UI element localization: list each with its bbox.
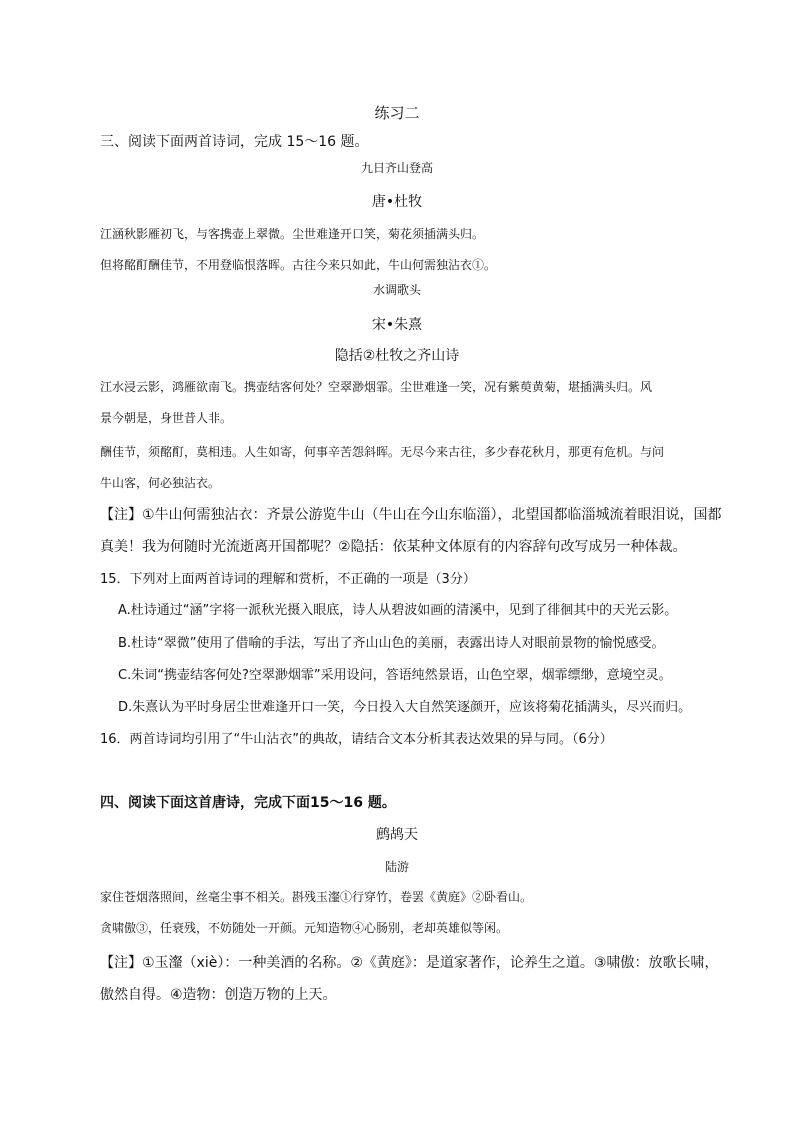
poem2-line-3: 酬佳节，须酩酊，莫相违。人生如寄，何事辛苦怨斜晖。无尽今来古往，多少春花秋月，那更有危机。与问 — [100, 445, 665, 459]
section-3-heading: 三、阅读下面两首诗词，完成 15～16 题。 — [100, 134, 369, 150]
poem2-title: 水调歌头 — [372, 283, 421, 297]
section-4-heading: 四、阅读下面这首唐诗，完成下面15～16 题。 — [100, 795, 396, 811]
page-heading: 练习二 — [374, 104, 420, 122]
section-4-note-line-1: 【注】①玉瀣（xiè）：一种美酒的名称。②《黄庭》：是道家著作，论养生之道。③啸傲：放歌长啸， — [100, 955, 719, 971]
poem2-line-2: 景今朝是，身世昔人非。 — [100, 411, 233, 425]
poem1-line-1: 江涵秋影雁初飞，与客携壶上翠微。尘世难逢开口笑，菊花须插满头归。 — [100, 227, 485, 241]
question-15-option-d: D.朱熹认为平时身居尘世难逢开口一笑，今日投入大自然笑逐颜开，应该将菊花插满头，尽兴而归。 — [118, 700, 692, 715]
poem1-title: 九日齐山登高 — [360, 161, 433, 175]
poem2-line-4: 牛山客，何必独沾衣。 — [100, 476, 221, 490]
poem2-line-1: 江水浸云影，鸿雁欲南飞。携壶结客何处？空翠渺烟霏。尘世难逢一笑，况有紫萸黄菊，堪插满头归。风 — [100, 380, 653, 394]
question-15-option-c: C.朱词“携壶结客何处?空翠渺烟霏”采用设问，答语纯然景语，山色空翠，烟霏缥缈，意境空灵。 — [118, 668, 672, 683]
section-3-note-line-1: 【注】①牛山何需独沾衣：齐景公游览牛山（牛山在今山东临淄），北望国都临淄城流着眼泪说，国都 — [100, 507, 722, 523]
question-16: 16．两首诗词均引用了“牛山沾衣”的典故，请结合文本分析其表达效果的异与同。（6分） — [100, 732, 613, 747]
question-15-option-a: A.杜诗通过“涵”字将一派秋光摄入眼底，诗人从碧波如画的清溪中，见到了徘徊其中的天光云影。 — [118, 603, 678, 618]
question-15-option-b: B.杜诗“翠微”使用了借喻的手法，写出了齐山山色的美丽，表露出诗人对眼前景物的愉悦感受。 — [118, 636, 665, 651]
question-15-stem: 15．下列对上面两首诗词的理解和赏析，不正确的一项是（3分） — [100, 572, 476, 587]
section-3-note-line-2: 真美！我为何随时光流逝离开国都呢？②隐括：依某种文体原有的内容辞句改写成另一种体裁。 — [100, 539, 687, 555]
poem1-author: 唐•杜牧 — [371, 194, 423, 210]
poem3-author: 陆游 — [384, 860, 409, 874]
poem2-author: 宋•朱熹 — [371, 317, 423, 333]
poem3-line-2: 贪啸傲③，任衰残，不妨随处一开颜。元知造物④心肠别，老却英雄似等闲。 — [100, 921, 509, 935]
poem1-line-2: 但将酩酊酬佳节，不用登临恨落晖。古往今来只如此，牛山何需独沾衣①。 — [100, 258, 497, 272]
poem3-title: 鹧鸪天 — [376, 827, 418, 843]
poem2-subtitle: 隐括②杜牧之齐山诗 — [334, 348, 460, 364]
section-4-note-line-2: 傲然自得。④造物：创造万物的上天。 — [100, 987, 337, 1003]
poem3-line-1: 家住苍烟落照间，丝毫尘事不相关。斟残玉瀣①行穿竹，卷罢《黄庭》②卧看山。 — [100, 890, 533, 904]
